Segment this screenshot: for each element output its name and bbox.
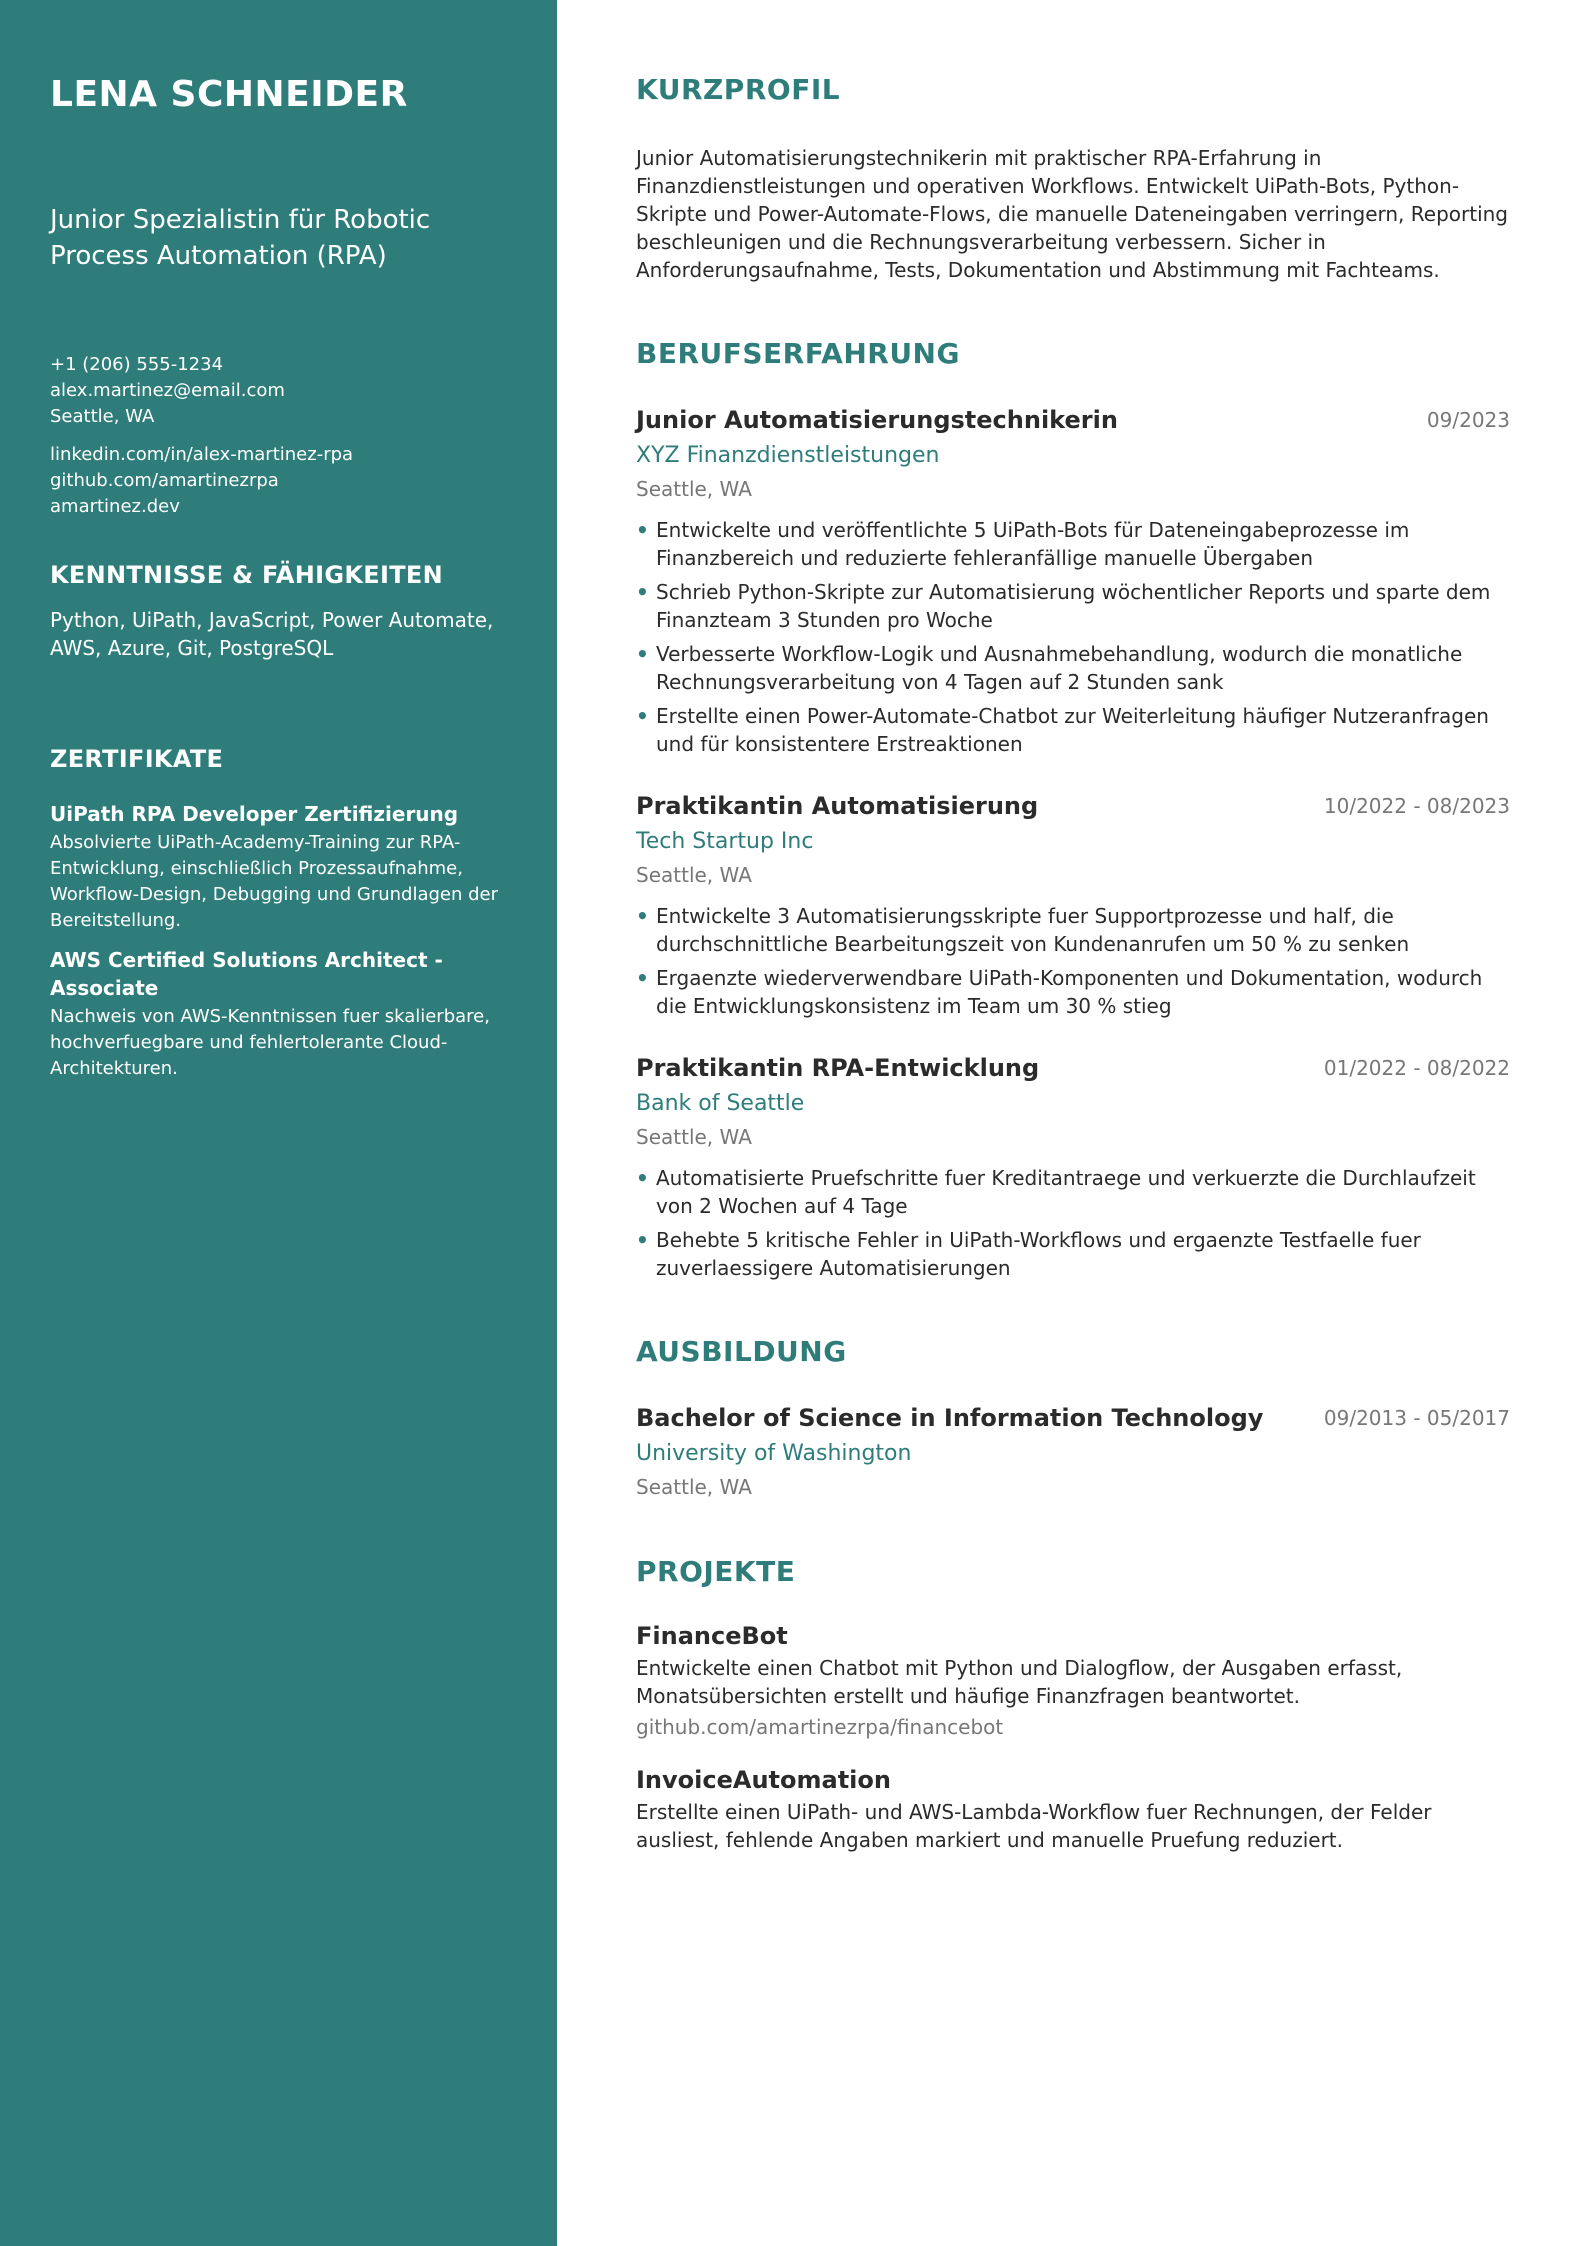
project-entry [636,1764,1510,1854]
job-title: Junior Automatisierungstechnikerin [636,406,1118,434]
bullet-icon: • [636,580,649,604]
job-entry [636,790,1510,1020]
job-bullets [636,902,1510,1020]
project-link[interactable]: github.com/amartinezrpa/financebot [636,1715,1004,1739]
education-heading: AUSBILDUNG [636,1335,847,1368]
job-location: Seattle, WA [636,477,752,501]
website-link[interactable]: amartinez.dev [50,496,180,517]
job-bullet [636,1164,1510,1220]
job-bullet [636,702,1510,758]
bullet-text: Behebte 5 kritische Fehler in UiPath-Workflows und ergaenzte Testfaelle fuer zuverlaessigere Automatisierungen [656,1228,1421,1280]
bullet-text: Entwickelte und veröffentlichte 5 UiPath-Bots für Dateneingabeprozesse im Finanzbereich und reduzierte fehleranfällige manuelle Übergaben [656,518,1410,570]
job-bullets [636,516,1510,758]
bullet-icon: • [636,1166,649,1190]
profile-links [50,442,507,520]
job-bullet [636,1226,1510,1282]
bullet-icon: • [636,642,649,666]
job-bullet [636,964,1510,1020]
certificate-title: UiPath RPA Developer Zertifizierung [50,802,459,826]
github-link[interactable]: github.com/amartinezrpa [50,470,279,491]
company-name: Tech Startup Inc [636,829,814,854]
job-date: 01/2022 - 08/2022 [1323,1056,1510,1080]
school-name: University of Washington [636,1441,912,1466]
certificates-list [50,800,507,1082]
job-location: Seattle, WA [636,1125,752,1149]
degree-title: Bachelor of Science in Information Technology [636,1404,1264,1432]
bullet-text: Entwickelte 3 Automatisierungsskripte fuer Supportprozesse und half, die durchschnittliche Bearbeitungszeit von Kundenanrufen um 50 % zu senken [656,904,1410,956]
experience-heading: BERUFSERFAHRUNG [636,337,960,370]
certificate-item [50,800,507,934]
education-date: 09/2013 - 05/2017 [1323,1406,1510,1430]
skills-heading: KENNTNISSE & FÄHIGKEITEN [50,561,443,589]
job-date: 09/2023 [1426,408,1510,432]
job-bullet [636,902,1510,958]
projects-heading: PROJEKTE [636,1555,796,1588]
certificate-description: Nachweis von AWS-Kenntnissen fuer skalierbare, hochverfuegbare und fehlertolerante Cloud-Architekturen. [50,1006,490,1079]
bullet-text: Erstellte einen Power-Automate-Chatbot zur Weiterleitung häufiger Nutzeranfragen und für konsistentere Erstreaktionen [656,704,1489,756]
bullet-icon: • [636,518,649,542]
job-bullet [636,578,1510,634]
job-title: Praktikantin Automatisierung [636,792,1039,820]
main-content [636,0,1510,1854]
bullet-icon: • [636,704,649,728]
bullet-text: Schrieb Python-Skripte zur Automatisierung wöchentlicher Reports und sparte dem Finanzteam 3 Stunden pro Woche [656,580,1491,632]
job-bullet [636,516,1510,572]
education-entry [636,1402,1510,1502]
summary-text: Junior Automatisierungstechnikerin mit praktischer RPA-Erfahrung in Finanzdienstleistungen und operativen Workflows. Entwickelt UiPath-Bots, Python-Skripte und Power-Automate-Flows, die manuelle Dateneingaben verringern, Reporting beschleunigen und die Rechnungsverarbeitung verbessern. Sicher in Anforderungsaufnahme, Tests, Dokumentation und Abstimmung mit Fachteams. [636,146,1508,282]
phone-number: +1 (206) 555-1234 [50,354,224,375]
job-entry [636,1052,1510,1282]
contact-location: Seattle, WA [50,406,155,427]
company-name: XYZ Finanzdienstleistungen [636,443,940,468]
project-title: FinanceBot [636,1622,788,1650]
skills-list: Python, UiPath, JavaScript, Power Automate, AWS, Azure, Git, PostgreSQL [50,608,494,660]
certificates-heading: ZERTIFIKATE [50,745,224,773]
bullet-text: Ergaenzte wiederverwendbare UiPath-Komponenten und Dokumentation, wodurch die Entwicklungskonsistenz im Team um 30 % stieg [656,966,1483,1018]
bullet-icon: • [636,966,649,990]
candidate-name: LENA SCHNEIDER [50,74,408,115]
job-date: 10/2022 - 08/2023 [1323,794,1510,818]
linkedin-link[interactable]: linkedin.com/in/alex-martinez-rpa [50,444,354,465]
education-location: Seattle, WA [636,1475,752,1499]
job-bullet [636,640,1510,696]
project-entry [636,1620,1510,1742]
bullet-icon: • [636,904,649,928]
bullet-icon: • [636,1228,649,1252]
certificate-description: Absolvierte UiPath-Academy-Training zur RPA-Entwicklung, einschließlich Prozessaufnahme, Workflow-Design, Debugging und Grundlagen der Bereitstellung. [50,832,499,931]
project-description: Entwickelte einen Chatbot mit Python und Dialogflow, der Ausgaben erfasst, Monatsübersichten erstellt und häufige Finanzfragen beantwortet. [636,1656,1403,1708]
company-name: Bank of Seattle [636,1091,805,1116]
bullet-text: Automatisierte Pruefschritte fuer Kreditantraege und verkuerzte die Durchlaufzeit von 2 Wochen auf 4 Tage [656,1166,1476,1218]
job-bullets [636,1164,1510,1282]
contact-info [50,352,507,430]
bullet-text: Verbesserte Workflow-Logik und Ausnahmebehandlung, wodurch die monatliche Rechnungsverarbeitung von 4 Tagen auf 2 Stunden sank [656,642,1463,694]
summary-heading: KURZPROFIL [636,73,841,106]
certificate-title: AWS Certified Solutions Architect - Associate [50,948,443,1000]
project-title: InvoiceAutomation [636,1766,891,1794]
sidebar [0,0,557,2246]
candidate-headline: Junior Spezialistin für Robotic Process Automation (RPA) [50,205,431,271]
job-entry [636,404,1510,758]
project-description: Erstellte einen UiPath- und AWS-Lambda-Workflow fuer Rechnungen, der Felder ausliest, fehlende Angaben markiert und manuelle Pruefung reduziert. [636,1800,1432,1852]
job-title: Praktikantin RPA-Entwicklung [636,1054,1040,1082]
email-address[interactable]: alex.martinez@email.com [50,380,285,401]
job-location: Seattle, WA [636,863,752,887]
certificate-item [50,946,507,1082]
